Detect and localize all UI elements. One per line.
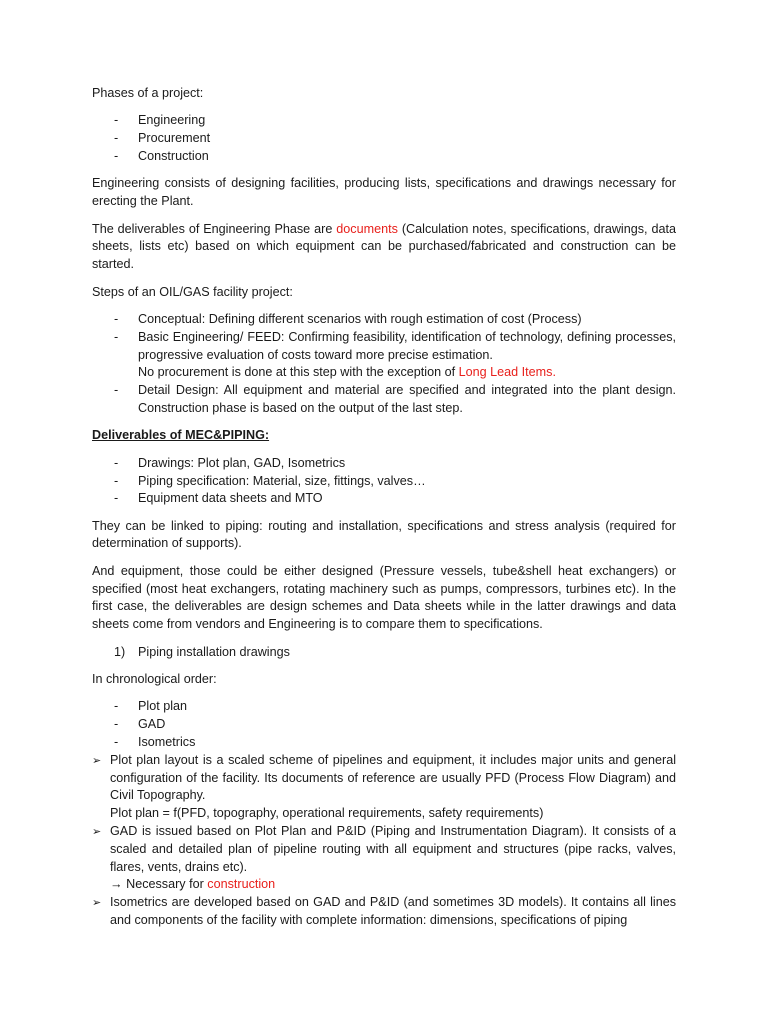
section-heading: Deliverables of MEC&PIPING: xyxy=(92,428,270,443)
list-item xyxy=(92,329,676,382)
list-item xyxy=(92,823,676,894)
list-text: GAD is issued based on Plot Plan and P&ID (Piping and Instrumentation Diagram). It consists of a scaled and detailed plan of pipeline routing with all equipment and structures (pipe racks, valves, flares, vents, drains etc). xyxy=(110,824,676,874)
list-item: - Plot plan xyxy=(92,698,676,716)
list-item: - Procurement xyxy=(92,130,676,148)
list-item: - Conceptual: Defining different scenarios with rough estimation of cost (Process) xyxy=(92,311,676,329)
numbered-list xyxy=(92,644,676,662)
list-item: - Detail Design: All equipment and material are specified and integrated into the plant design. Construction phase is based on the output of the last step. xyxy=(92,382,676,418)
steps-list xyxy=(92,311,676,418)
arrow-bullet-icon: ➢ xyxy=(92,753,102,767)
list-item xyxy=(92,894,676,930)
highlighted-term: documents xyxy=(336,221,398,236)
list-item: - Piping specification: Material, size, fittings, valves… xyxy=(92,473,676,491)
formula-text: Plot plan = f(PFD, topography, operational requirements, safety requirements) xyxy=(110,806,544,821)
phases-intro: Phases of a project: xyxy=(92,86,204,100)
list-item: - Engineering xyxy=(92,112,676,130)
arrow-list xyxy=(92,752,676,930)
list-item xyxy=(92,644,676,662)
highlighted-term: construction xyxy=(207,877,276,892)
list-item: - Equipment data sheets and MTO xyxy=(92,490,676,508)
arrow-bullet-icon: ➢ xyxy=(92,825,102,839)
list-item: - Construction xyxy=(92,148,676,166)
list-text: Plot plan layout is a scaled scheme of pipelines and equipment, it includes major units and general configuration of the facility. Its documents of reference are usually PFD (Process Flow Diagram) and Civil Topography. xyxy=(110,752,676,803)
paragraph-text: The deliverables of Engineering Phase are xyxy=(92,221,337,236)
arrow-bullet-icon: ➢ xyxy=(92,896,102,910)
list-item: - Isometrics xyxy=(92,734,676,752)
list-number: 1) xyxy=(114,644,126,659)
phases-list xyxy=(92,112,676,165)
list-item: - GAD xyxy=(92,716,676,734)
highlighted-term: Long Lead Items. xyxy=(458,365,556,380)
step-text: Basic Engineering/ FEED: Confirming feasibility, identification of technology, defining processes, progressive evaluation of costs toward more precise estimation. xyxy=(138,329,676,362)
paragraph-text: (Calculation notes, specifications, drawings, data sheets, lists etc) based on which equipment can be purchased/fabricated and construction can be started. xyxy=(92,221,676,272)
step-note: No procurement is done at this step with the exception of xyxy=(138,365,459,380)
mec-list xyxy=(92,455,676,508)
note-text: → Necessary for xyxy=(110,877,208,892)
list-item xyxy=(92,752,676,823)
equipment-paragraph: And equipment, those could be either designed (Pressure vessels, tube&shell heat exchangers) or specified (most heat exchangers, rotating machinery such as pumps, compressors, turbines etc). In the first case, the deliverables are design schemes and Data sheets while in the latter drawings and data sheets come from vendors and Engineering is to compare them to specifications. xyxy=(92,563,676,632)
deliverables-paragraph xyxy=(92,221,676,274)
document-body xyxy=(92,85,676,930)
piping-paragraph: They can be linked to piping: routing and installation, specifications and stress analysis (required for determination of supports). xyxy=(92,518,676,551)
list-text: Isometrics are developed based on GAD and P&ID (and sometimes 3D models). It contains all lines and components of the facility with complete information: dimensions, specifications of piping xyxy=(110,895,676,927)
list-text: Piping installation drawings xyxy=(138,644,290,659)
chrono-list xyxy=(92,698,676,751)
engineering-paragraph: Engineering consists of designing facilities, producing lists, specifications and drawings necessary for erecting the Plant. xyxy=(92,176,676,209)
steps-intro: Steps of an OIL/GAS facility project: xyxy=(92,284,293,299)
chrono-intro: In chronological order: xyxy=(92,672,217,687)
list-item: - Drawings: Plot plan, GAD, Isometrics xyxy=(92,455,676,473)
